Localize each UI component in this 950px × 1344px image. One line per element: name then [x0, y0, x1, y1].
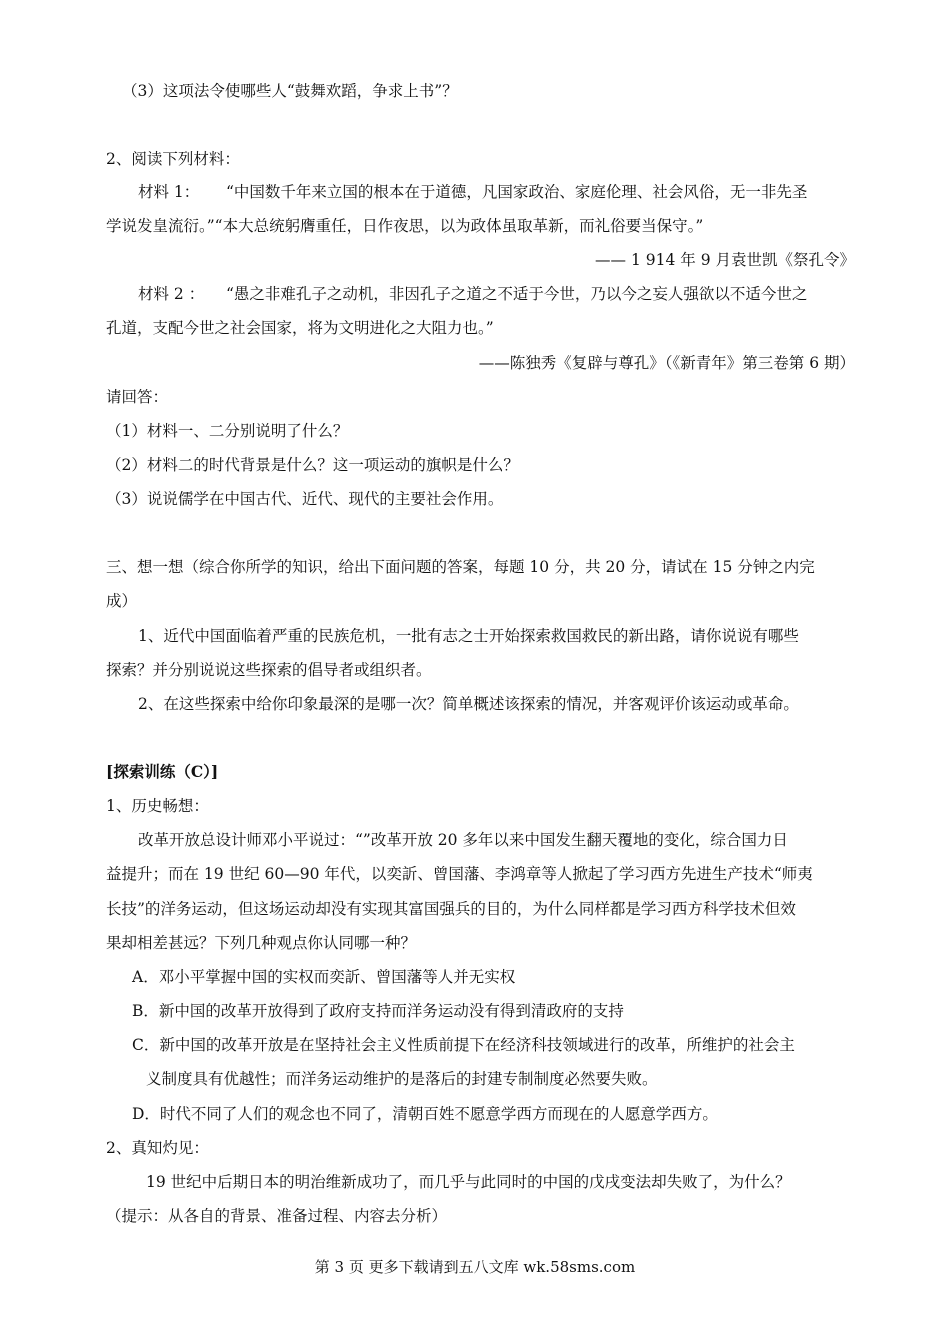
training-c-title: [探索训练（C）]	[106, 762, 219, 781]
option-d: D．时代不同了人们的观念也不同了，清朝百姓不愿意学西方而现在的人愿意学西方。	[132, 1105, 718, 1123]
section-3-question-2: 2、在这些探索中给你印象最深的是哪一次？简单概述该探索的情况，并客观评价该运动或革命。	[138, 695, 799, 713]
item-1-heading: 1、历史畅想：	[106, 797, 209, 815]
question-3-restrict-law: （3）这项法令使哪些人“鼓舞欢蹈，争求上书”？	[122, 82, 458, 100]
item-1-paragraph-line4: 果却相差甚远？下列几种观点你认同哪一种？	[106, 934, 417, 952]
reading-question-1: （1）材料一、二分别说明了什么？	[106, 422, 349, 440]
item-2-paragraph: 19 世纪中后期日本的明治维新成功了，而几乎与此同时的中国的戊戌变法却失败了，为什么？	[146, 1173, 791, 1191]
item-2-heading: 2、真知灼见：	[106, 1139, 209, 1157]
reading-heading: 2、阅读下列材料：	[106, 150, 240, 168]
option-b: B．新中国的改革开放得到了政府支持而洋务运动没有得到清政府的支持	[132, 1002, 624, 1020]
section-3-question-1-line2: 探索？并分别说说这些探索的倡导者或组织者。	[106, 661, 432, 679]
material-1-text-line2: 学说发皇流衍。”“本大总统躬膺重任，日作夜思，以为政体虽取革新，而礼俗要当保守。”	[106, 217, 704, 235]
page-footer: 第 3 页 更多下载请到五八文库 wk.58sms.com	[314, 1258, 636, 1276]
material-2-source: ——陈独秀《复辟与尊孔》（《新青年》第三卷第 6 期）	[478, 354, 855, 372]
option-c-line2: 义制度具有优越性；而洋务运动维护的是落后的封建专制制度必然要失败。	[146, 1070, 658, 1088]
item-1-paragraph-line1: 改革开放总设计师邓小平说过：“”改革开放 20 多年以来中国发生翻天覆地的变化，综合国力日	[138, 831, 788, 849]
answer-prompt: 请回答：	[106, 388, 169, 406]
option-c-line1: C．新中国的改革开放是在坚持社会主义性质前提下在经济科技领域进行的改革，所维护的社会主	[132, 1036, 795, 1054]
reading-question-3: （3）说说儒学在中国古代、近代、现代的主要社会作用。	[106, 490, 504, 508]
section-3-heading-line1: 三、想一想（综合你所学的知识，给出下面问题的答案，每题 10 分，共 20 分，请试在 15 分钟之内完	[106, 558, 815, 576]
material-2-label: 材料 2 ：	[138, 285, 205, 303]
option-a: A．邓小平掌握中国的实权而奕訢、曾国藩等人并无实权	[132, 968, 516, 986]
material-1-source: —— 1 914 年 9 月袁世凯《祭孔令》	[595, 251, 855, 269]
material-1-text-line1: “中国数千年来立国的根本在于道德，凡国家政治、家庭伦理、社会风俗，无一非先圣	[226, 183, 808, 201]
reading-question-2: （2）材料二的时代背景是什么？这一项运动的旗帜是什么？	[106, 456, 519, 474]
section-3-question-1-line1: 1、近代中国面临着严重的民族危机，一批有志之士开始探索救国救民的新出路，请你说说有哪些	[138, 627, 799, 645]
material-2-text-line2: 孔道，支配今世之社会国家，将为文明进化之大阻力也。”	[106, 319, 494, 337]
section-3-heading-line2: 成）	[106, 592, 138, 610]
item-1-paragraph-line2: 益提升；而在 19 世纪 60—90 年代，以奕訢、曾国藩、李鸿章等人掀起了学习西方先进生产技术“师夷	[106, 865, 813, 883]
item-2-hint: （提示：从各自的背景、准备过程、内容去分析）	[106, 1207, 448, 1225]
material-2-text-line1: “愚之非难孔子之动机，非因孔子之道之不适于今世，乃以今之妄人强欲以不适今世之	[226, 285, 808, 303]
item-1-paragraph-line3: 长技”的洋务运动，但这场运动却没有实现其富国强兵的目的，为什么同样都是学习西方科学技术但效	[106, 900, 796, 918]
material-1-label: 材料 1：	[138, 183, 200, 201]
